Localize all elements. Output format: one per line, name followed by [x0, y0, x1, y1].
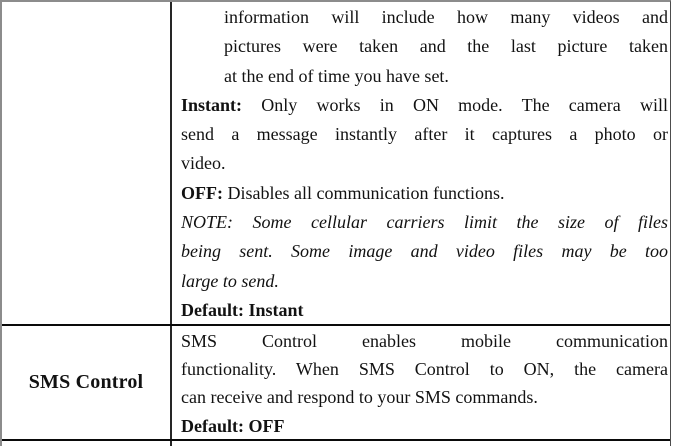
term-instant: Instant: [181, 94, 243, 115]
setting-description-cell [172, 326, 670, 439]
text-line: at the end of time you have set. [224, 65, 449, 86]
default-off: Default: OFF [181, 415, 285, 436]
text-line: SMS Control enables mobile communication [181, 331, 668, 351]
note-line: large to send. [181, 270, 279, 291]
note-line: being sent. Some image and video files may be too [181, 241, 668, 262]
default-instant: Default: Instant [181, 299, 304, 320]
text-line: pictures were taken and the last picture taken [224, 36, 668, 57]
note-line: NOTE: Some cellular carriers limit the size of files [181, 212, 668, 233]
default-value-line [181, 412, 668, 439]
default-value-line [181, 296, 668, 324]
text-line: functionality. When SMS Control to ON, the camera [181, 359, 668, 380]
table-row-report-continuation [2, 2, 670, 326]
term-description: Disables all communication functions. [223, 182, 505, 203]
text-line [181, 91, 668, 120]
text-line: information will include how many videos and [224, 7, 668, 27]
setting-name-cell [2, 2, 172, 324]
table-row-partial [2, 441, 670, 446]
row-label-sms-control: SMS Control [28, 371, 144, 393]
setting-name-cell [2, 441, 172, 446]
setting-description-cell [172, 2, 670, 324]
setting-name-cell [2, 326, 172, 439]
table-row-sms-control [2, 326, 670, 441]
term-description: Only works in ON mode. The camera will [242, 94, 668, 115]
text-line [181, 179, 668, 208]
setting-description-cell [172, 441, 670, 446]
text-line: video. [181, 153, 226, 174]
term-off: OFF: [181, 182, 223, 203]
text-line: can receive and respond to your SMS commands. [181, 387, 538, 408]
text-line: send a message instantly after it captures a photo or [181, 124, 668, 145]
